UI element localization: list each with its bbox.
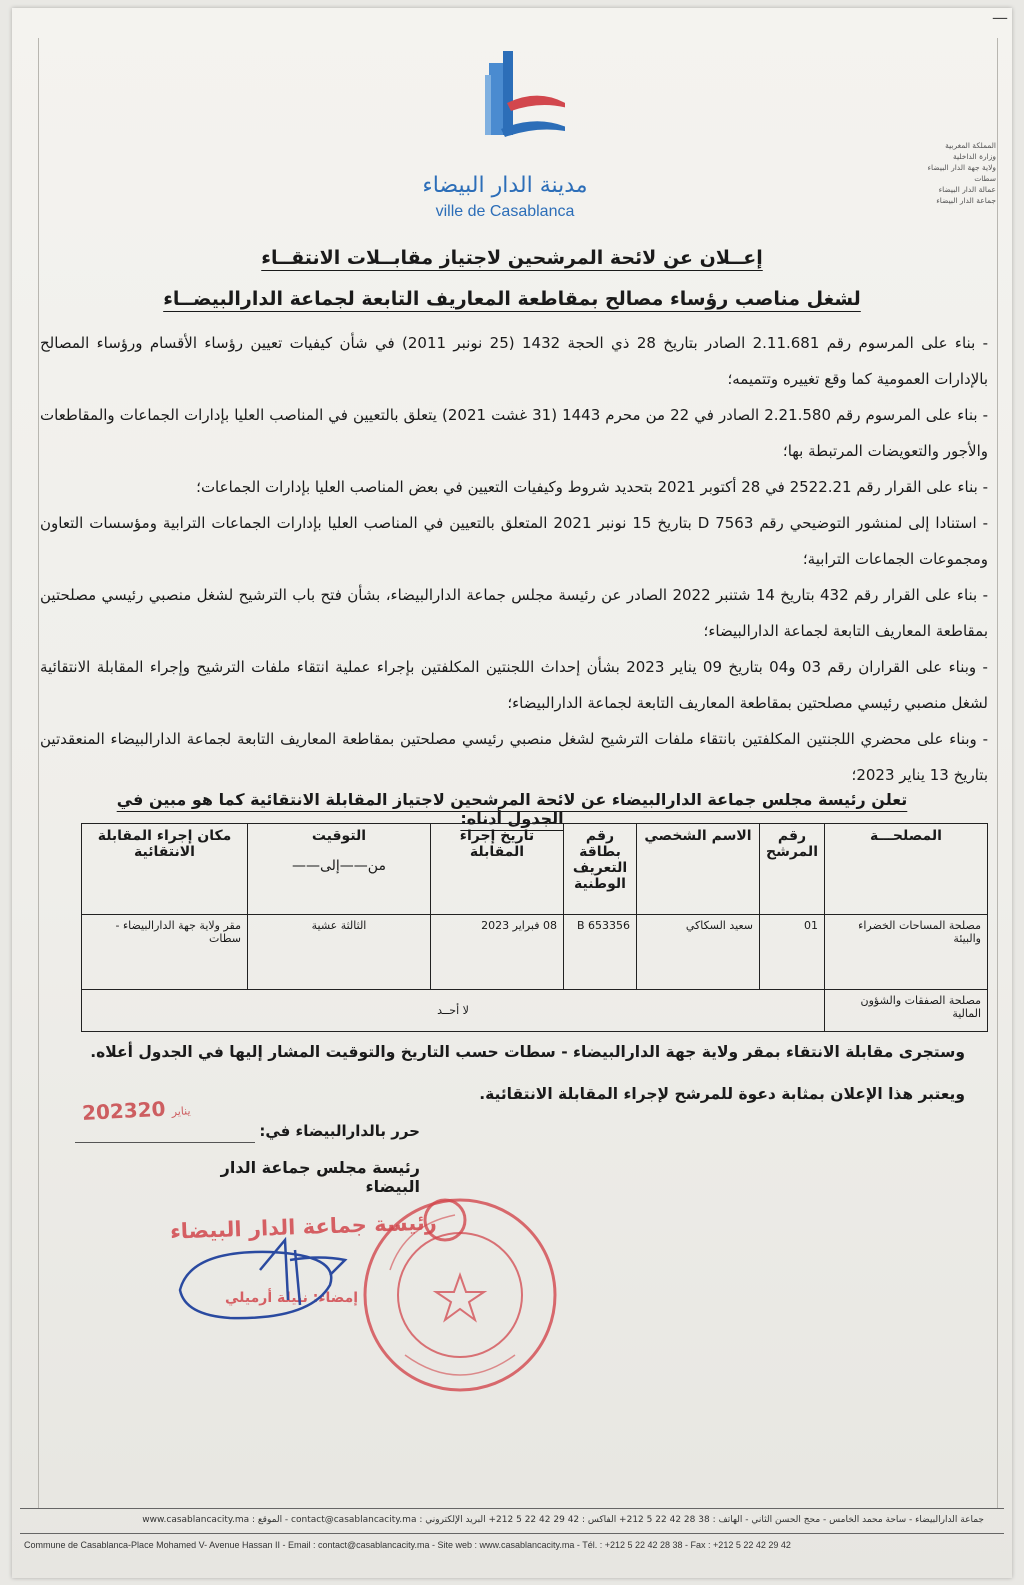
ministry-header bbox=[906, 140, 996, 206]
title-line-1: إعــلان عن لائحة المرشحين لاجتياز مقابــلات الانتقــاء bbox=[261, 247, 763, 269]
header-time-range: من——إلى—— bbox=[291, 858, 386, 874]
header-time bbox=[247, 824, 430, 915]
cell-candidate-number: 01 bbox=[759, 915, 824, 990]
preamble-paragraph: - استنادا إلى لمنشور التوضيحي رقم D 7563 بتاريخ 15 نونبر 2021 المتعلق بالتعيين في المناصب العليا بإدارات الجماعات الترابية ومؤسسات التعاون ومجموعات الجماعات الترابية؛ bbox=[40, 514, 988, 568]
document-subtitle bbox=[40, 288, 984, 310]
stamp-signatory-name: إمضاء: نبيلة أرميلي bbox=[225, 1290, 359, 1306]
footer-arabic: جماعة الدارالبيضاء - ساحة محمد الخامس - محج الحسن الثاني - الهاتف : 38 28 42 22 5 212+ الفاكس : 42 29 42 22 5 212+ البريد الإلكتروني : contact@casablancacity.ma - الموقع : www.casablancacity.ma bbox=[142, 1515, 984, 1525]
cell-time: الثالثة عشية bbox=[247, 915, 430, 990]
preamble-body bbox=[40, 325, 988, 793]
preamble-paragraph: - بناء على المرسوم رقم 2.11.681 الصادر بتاريخ 28 ذي الحجة 1432 (25 نونبر 2011) في شأن كيفيات تعيين رؤساء الأقسام ورؤساء المصالح بالإدارات العمومية كما وقع تغييره وتتميمه؛ bbox=[40, 334, 989, 388]
signed-at-label: حرر بالدارالبيضاء في: bbox=[259, 1122, 420, 1140]
header-cin: رقم بطاقة التعريف الوطنية bbox=[563, 824, 636, 915]
header-name: الاسم الشخصي bbox=[636, 824, 759, 915]
cell-name: سعيد السكاكي bbox=[636, 915, 759, 990]
corner-mark: — bbox=[992, 8, 1008, 27]
cell-place: مقر ولاية جهة الدارالبيضاء - سطات bbox=[82, 915, 248, 990]
table-header-row bbox=[82, 824, 988, 915]
title-line-2: لشغل مناصب رؤساء مصالح بمقاطعة المعاريف التابعة لجماعة الدارالبيضــاء bbox=[163, 288, 861, 310]
header-place: مكان إجراء المقابلة الانتقائية bbox=[82, 824, 248, 915]
document-title bbox=[40, 247, 984, 269]
signatory-role: رئيسة مجلس جماعة الدار البيضاء bbox=[220, 1158, 420, 1196]
preamble-paragraph: - وبناء على القراران رقم 03 و04 بتاريخ 09 يناير 2023 بشأن إحداث اللجنتين المكلفتين بإجراء عملية انتقاء ملفات الترشيح وإجراء المقابلة الانتقائية لشغل منصبي رئيسي مصلحتين بمقاطعة المعاريف التابعة لجماعة الدارالبيضاء؛ bbox=[40, 658, 988, 712]
casablanca-logo bbox=[405, 45, 605, 220]
right-margin-line bbox=[997, 38, 998, 1508]
left-margin-line bbox=[38, 38, 39, 1508]
logo-arabic-text: مدينة الدار البيضاء bbox=[422, 173, 588, 198]
header-service: المصلحـــة bbox=[825, 824, 988, 915]
stamp-title: رئيسة جماعة الدار البيضاء bbox=[169, 1210, 438, 1244]
ministry-line: عمالة الدار البيضاء bbox=[938, 185, 996, 194]
date-underline bbox=[75, 1122, 255, 1143]
cell-service: مصلحة الصفقات والشؤون المالية bbox=[825, 990, 988, 1032]
cell-no-candidate: لا أحــد bbox=[82, 990, 825, 1032]
logo-emblem-icon bbox=[445, 45, 565, 170]
preamble-paragraph: - بناء على القرار رقم 2522.21 في 28 أكتوبر 2021 بتحديد شروط وكيفيات التعيين في بعض المناصب العليا بإدارات الجماعات؛ bbox=[196, 478, 988, 496]
preamble-paragraph: - بناء على المرسوم رقم 2.21.580 الصادر في 22 من محرم 1443 (31 غشت 2021) يتعلق بالتعيين في المناصب العليا بإدارات الجماعات والمقاطعات والأجور والتعويضات المرتبطة بها؛ bbox=[40, 406, 989, 460]
cell-service: مصلحة المساحات الخضراء والبيئة bbox=[825, 915, 988, 990]
cell-interview-date: 08 فبراير 2023 bbox=[430, 915, 563, 990]
date-stamp-month: يناير bbox=[171, 1104, 191, 1119]
footer-divider bbox=[20, 1508, 1004, 1509]
closing-line-2: ويعتبر هذا الإعلان بمثابة دعوة للمرشح لإجراء المقابلة الانتقائية. bbox=[479, 1085, 965, 1103]
handwritten-signature-icon bbox=[170, 1230, 400, 1330]
closing-line-1: وستجرى مقابلة الانتقاء بمقر ولاية جهة الدارالبيضاء - سطات حسب التاريخ والتوقيت المشار إليها في الجدول أعلاه. bbox=[90, 1043, 965, 1061]
table-row bbox=[82, 915, 988, 990]
cell-cin: B 653356 bbox=[563, 915, 636, 990]
footer-french: Commune de Casablanca-Place Mohamed V- Avenue Hassan II - Email : contact@casablancacity.ma - Site web : www.casablancacity.ma - Tél. : +212 5 22 42 28 38 - Fax : +212 5 22 42 29 42 bbox=[24, 1540, 791, 1550]
preamble-paragraph: - بناء على القرار رقم 432 بتاريخ 14 شتنبر 2022 الصادر عن رئيسة مجلس جماعة الدارالبيضاء، بشأن فتح باب الترشيح لشغل منصبي رئيسي مصلحتين بمقاطعة المعاريف التابعة لجماعة الدارالبيضاء؛ bbox=[40, 586, 989, 640]
header-time-label: التوقيت bbox=[311, 828, 367, 844]
candidates-table bbox=[81, 823, 988, 1032]
logo-french-text: ville de Casablanca bbox=[435, 203, 575, 220]
table-row bbox=[82, 990, 988, 1032]
ministry-line: جماعة الدار البيضاء bbox=[936, 196, 996, 205]
ministry-line: ولاية جهة الدار البيضاء سطات bbox=[927, 163, 996, 183]
announcement-text: تعلن رئيسة مجلس جماعة الدارالبيضاء عن لائحة المرشحين لاجتياز المقابلة الانتقائية كما هو مبين في الجدول أدناه: bbox=[116, 790, 908, 828]
header-interview-date: تاريخ إجراء المقابلة bbox=[430, 824, 563, 915]
header-candidate-number: رقم المرشح bbox=[759, 824, 824, 915]
ministry-line: المملكة المغربية bbox=[945, 141, 996, 150]
preamble-paragraph: - وبناء على محضري اللجنتين المكلفتين بانتقاء ملفات الترشيح لشغل منصبي رئيسي مصلحتين بمقاطعة المعاريف التابعة لجماعة الدارالبيضاء المنعقدتين بتاريخ 13 يناير 2023؛ bbox=[40, 730, 988, 784]
footer-divider bbox=[20, 1533, 1004, 1534]
date-stamp-year: 2023 bbox=[81, 1098, 139, 1125]
date-stamp-day: 20 bbox=[137, 1096, 167, 1123]
ministry-line: وزارة الداخلية bbox=[952, 152, 996, 161]
